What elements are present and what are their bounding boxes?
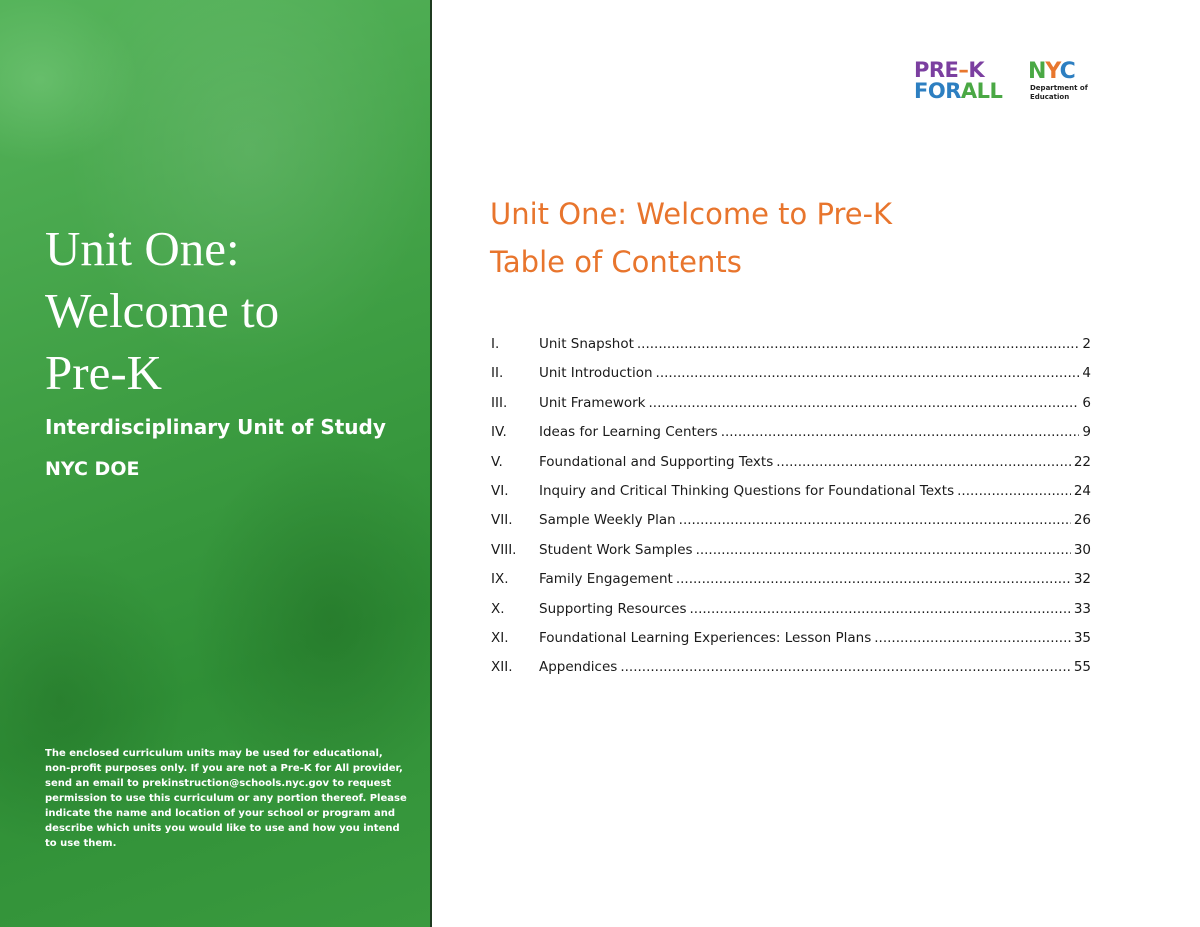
toc-leader	[721, 424, 1080, 440]
toc-item-label: Ideas for Learning Centers	[539, 424, 718, 441]
cover-divider	[430, 0, 432, 927]
cover-org: NYC DOE	[45, 458, 140, 480]
toc-leader	[689, 601, 1070, 617]
toc-item-number: VIII.	[491, 541, 517, 558]
toc-leader	[679, 512, 1071, 528]
toc-heading	[490, 190, 1110, 286]
toc-item-label: Student Work Samples	[539, 541, 693, 558]
toc-item[interactable]	[491, 483, 1091, 512]
toc-item[interactable]	[491, 424, 1091, 453]
toc-heading-line1: Unit One: Welcome to Pre-K	[490, 197, 893, 231]
toc-item[interactable]	[491, 395, 1091, 424]
toc-item[interactable]	[491, 630, 1091, 659]
toc-item-page: 33	[1073, 600, 1091, 617]
toc-item-number: IX.	[491, 571, 509, 588]
toc-item-page: 32	[1073, 571, 1091, 588]
toc-leader	[620, 659, 1070, 675]
usage-notice: The enclosed curriculum units may be used for educational, non-profit purposes only. If you are not a Pre-K for All provider, send an email to prekinstruction@schools.nyc.gov to request permission to use this curriculum or any portion thereof. Please indicate the name and location of your school or program and describe which units you would like to use and how you intend to use them.	[45, 748, 407, 849]
toc-item-number: XI.	[491, 629, 509, 646]
logo-dept-line1: Department of	[1030, 84, 1088, 92]
nyc-doe-logo	[1028, 60, 1100, 106]
toc-leader	[957, 483, 1071, 499]
logo-k: K	[968, 58, 985, 82]
toc-leader	[676, 571, 1071, 587]
toc-item-page: 2	[1082, 336, 1091, 352]
toc-item[interactable]	[491, 365, 1091, 394]
cover-title-line: Unit One:	[45, 221, 240, 276]
toc-item-label: Supporting Resources	[539, 600, 687, 617]
toc-item-number: X.	[491, 600, 505, 617]
cover-title-line: Welcome to	[45, 283, 280, 338]
toc-leader	[696, 542, 1071, 558]
toc-item-label: Unit Introduction	[539, 365, 653, 382]
toc-item-label: Appendices	[539, 659, 618, 676]
logo-dash: –	[958, 58, 969, 82]
toc-item-page: 35	[1073, 629, 1091, 646]
toc-item-page: 9	[1082, 424, 1091, 441]
toc-item-page: 30	[1073, 541, 1091, 558]
toc-item-page: 6	[1082, 394, 1091, 411]
toc-item-number: III.	[491, 394, 508, 411]
toc-item[interactable]	[491, 542, 1091, 571]
toc-item-page: 55	[1073, 659, 1091, 676]
logo-c: C	[1059, 59, 1075, 84]
toc-leader	[874, 630, 1071, 646]
logo-all: ALL	[960, 79, 1003, 103]
logo-pre: PRE	[914, 58, 959, 82]
toc-item-number: VII.	[491, 512, 513, 529]
toc-item[interactable]	[491, 336, 1091, 365]
toc-item-number: I.	[491, 336, 500, 352]
toc-item[interactable]	[491, 571, 1091, 600]
logo-dept-line2: Education	[1030, 93, 1070, 101]
logo-y: Y	[1045, 59, 1060, 84]
toc-item-label: Unit Framework	[539, 394, 646, 411]
toc-item-label: Foundational and Supporting Texts	[539, 453, 774, 470]
toc-item[interactable]	[491, 512, 1091, 541]
toc-item[interactable]	[491, 659, 1091, 688]
toc-heading-line2: Table of Contents	[490, 245, 742, 279]
toc-item-page: 24	[1073, 482, 1091, 499]
toc-item-label: Unit Snapshot	[539, 336, 634, 352]
cover-subtitle: Interdisciplinary Unit of Study	[45, 415, 386, 439]
toc-item-label: Foundational Learning Experiences: Lesson Plans	[539, 629, 872, 646]
cover-title	[45, 218, 415, 404]
toc-item-number: V.	[491, 453, 503, 470]
toc-item-number: XII.	[491, 659, 513, 676]
toc-item[interactable]	[491, 601, 1091, 630]
toc-item-number: IV.	[491, 424, 507, 441]
table-of-contents	[491, 336, 1091, 689]
toc-item-page: 4	[1082, 365, 1091, 382]
toc-item-label: Inquiry and Critical Thinking Questions for Foundational Texts	[539, 482, 955, 499]
logo-n: N	[1028, 59, 1046, 84]
cover-title-line: Pre-K	[45, 345, 163, 400]
toc-leader	[649, 395, 1080, 411]
prek-for-all-logo	[914, 60, 1014, 104]
toc-item[interactable]	[491, 454, 1091, 483]
toc-item-page: 22	[1073, 453, 1091, 470]
toc-item-page: 26	[1073, 512, 1091, 529]
toc-leader	[776, 454, 1071, 470]
toc-item-label: Sample Weekly Plan	[539, 512, 676, 529]
toc-item-label: Family Engagement	[539, 571, 673, 588]
toc-leader	[637, 336, 1080, 352]
toc-item-number: VI.	[491, 482, 509, 499]
logo-for: FOR	[914, 79, 961, 103]
cover-panel	[0, 0, 430, 927]
toc-leader	[656, 365, 1080, 381]
toc-item-number: II.	[491, 365, 504, 382]
